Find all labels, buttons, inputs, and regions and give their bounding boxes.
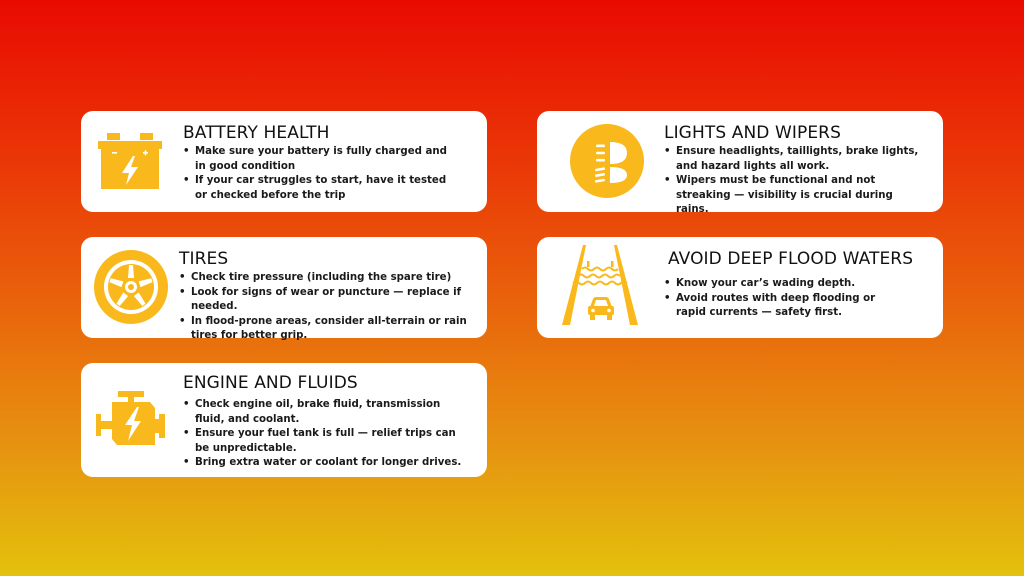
bullet-item: • Check tire pressure (including the spare tire) <box>179 271 479 286</box>
flood-waters-card <box>537 237 943 338</box>
engine-bullets <box>183 398 473 471</box>
car-battery-icon <box>95 131 165 191</box>
bullet-item: • Ensure headlights, taillights, brake lights, and hazard lights all work. <box>664 145 926 174</box>
flood-title: AVOID DEEP FLOOD WATERS <box>668 249 914 269</box>
battery-health-card <box>81 111 487 212</box>
bullet-item: • Avoid routes with deep flooding or rapid currents — safety first. <box>664 292 896 321</box>
lights-bullets <box>664 145 926 218</box>
engine-title: ENGINE AND FLUIDS <box>183 373 358 393</box>
lights-wipers-card <box>537 111 943 215</box>
lights-title: LIGHTS AND WIPERS <box>664 123 841 143</box>
bullet-item: • In flood-prone areas, consider all-terrain or rain tires for better grip. <box>179 315 479 344</box>
bullet-item: • If your car struggles to start, have it tested or checked before the trip <box>183 174 451 203</box>
tire-wheel-icon <box>93 249 169 325</box>
bullet-item: • Know your car’s wading depth. <box>664 277 896 292</box>
flood-bullets <box>664 277 896 321</box>
bullet-item: • Bring extra water or coolant for longer drives. <box>183 456 473 471</box>
engine-warning-icon <box>95 389 167 449</box>
bullet-item: • Make sure your battery is fully charged and in good condition <box>183 145 451 174</box>
bullet-item: • Wipers must be functional and not streaking — visibility is crucial during rains. <box>664 174 926 218</box>
bullet-item: • Ensure your fuel tank is full — relief trips can be unpredictable. <box>183 427 473 456</box>
bullet-item: • Check engine oil, brake fluid, transmission fluid, and coolant. <box>183 398 473 427</box>
bullet-item: • Look for signs of wear or puncture — replace if needed. <box>179 286 479 315</box>
tires-bullets <box>179 271 479 344</box>
headlight-wiper-icon <box>569 123 645 199</box>
flooded-road-car-icon <box>557 245 643 327</box>
battery-bullets <box>183 145 451 203</box>
tires-title: TIRES <box>179 249 229 269</box>
battery-title: BATTERY HEALTH <box>183 123 330 143</box>
engine-fluids-card <box>81 363 487 477</box>
tires-card <box>81 237 487 341</box>
